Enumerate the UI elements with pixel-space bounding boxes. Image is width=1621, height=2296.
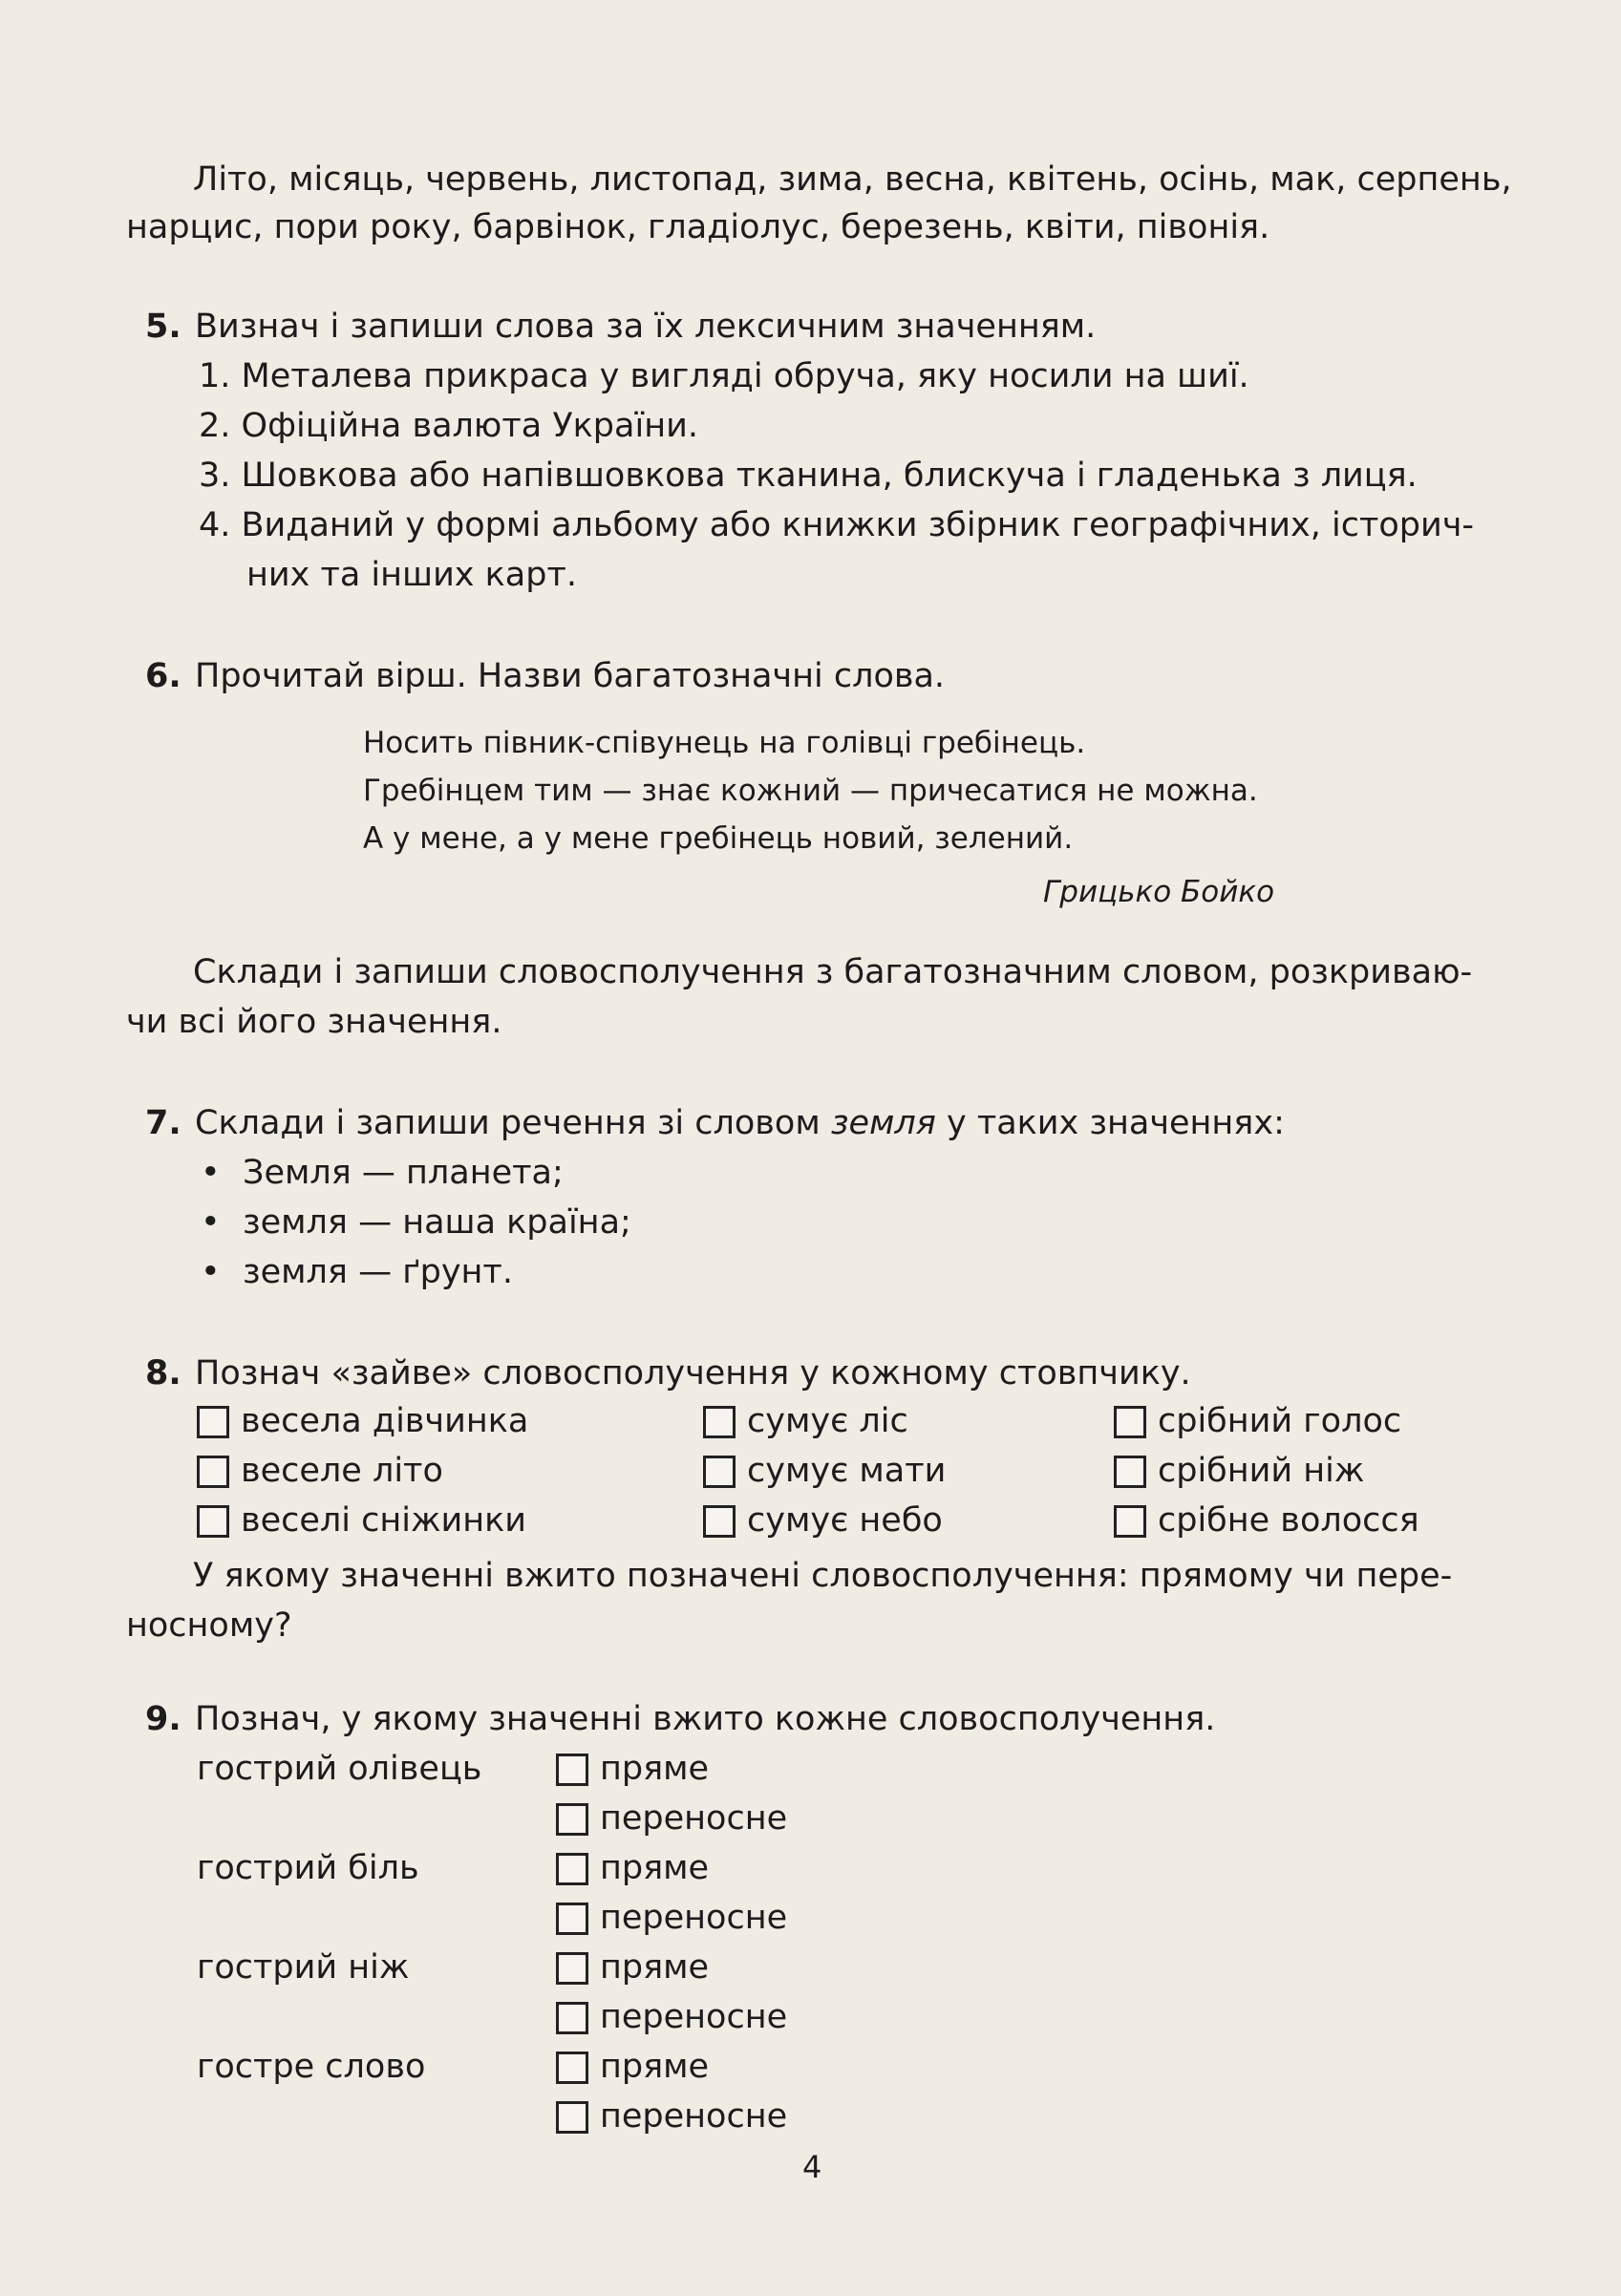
phrase-4: гостре слово bbox=[197, 2048, 426, 2086]
task-5-item-1: 1. Металева прикраса у вигляді обруча, яку носили на шиї. bbox=[199, 357, 1249, 395]
poem-line-2: Гребінцем тим — знає кожний — причесатися не можна. bbox=[363, 774, 1258, 808]
word-list-line-2: нарцис, пори року, барвінок, гладіолус, березень, квіти, півонія. bbox=[126, 208, 1270, 246]
poem-author: Грицько Бойко bbox=[1043, 875, 1275, 909]
task-8-title: Познач «зайве» словосполучення у кожному стовпчику. bbox=[195, 1354, 1191, 1392]
checkbox-phrase-3-direct[interactable] bbox=[556, 1952, 588, 1985]
word-list-line-1: Літо, місяць, червень, листопад, зима, весна, квітень, осінь, мак, серпень, bbox=[193, 160, 1512, 199]
task-9-title: Познач, у якому значенні вжито кожне словосполучення. bbox=[195, 1700, 1216, 1738]
checkbox-phrase-2-direct[interactable] bbox=[556, 1853, 588, 1885]
task-7-bullet-1: Земля — планета; bbox=[243, 1154, 564, 1192]
phrase-2: гострий біль bbox=[197, 1849, 419, 1887]
phrase-2-option-figurative: переносне bbox=[600, 1899, 788, 1937]
col2-option-3: сумує небо bbox=[747, 1501, 943, 1540]
task-5-item-3: 3. Шовкова або напівшовкова тканина, блискуча і гладенька з лиця. bbox=[199, 457, 1418, 495]
task-7-number: 7. bbox=[145, 1104, 181, 1142]
bullet-icon: • bbox=[201, 1253, 221, 1291]
task-9-number: 9. bbox=[145, 1700, 181, 1738]
phrase-3: гострий ніж bbox=[197, 1948, 410, 1987]
phrase-1-option-figurative: переносне bbox=[600, 1799, 788, 1838]
phrase-1-option-direct: пряме bbox=[600, 1750, 710, 1788]
bullet-icon: • bbox=[201, 1154, 221, 1192]
page-number: 4 bbox=[802, 2149, 822, 2185]
col3-option-2: срібний ніж bbox=[1158, 1452, 1365, 1490]
checkbox-col2-3[interactable] bbox=[703, 1505, 736, 1538]
task-6-followup-line-1: Склади і запиши словосполучення з багатозначним словом, розкриваю- bbox=[193, 953, 1473, 991]
phrase-1: гострий олівець bbox=[197, 1750, 482, 1788]
checkbox-phrase-4-figurative[interactable] bbox=[556, 2101, 588, 2134]
checkbox-phrase-1-figurative[interactable] bbox=[556, 1803, 588, 1836]
phrase-4-option-direct: пряме bbox=[600, 2048, 710, 2086]
checkbox-phrase-4-direct[interactable] bbox=[556, 2052, 588, 2084]
col3-option-3: срібне волосся bbox=[1158, 1501, 1419, 1540]
checkbox-phrase-1-direct[interactable] bbox=[556, 1754, 588, 1786]
checkbox-phrase-3-figurative[interactable] bbox=[556, 2002, 588, 2034]
checkbox-col3-3[interactable] bbox=[1114, 1505, 1146, 1538]
phrase-2-option-direct: пряме bbox=[600, 1849, 710, 1887]
phrase-3-option-figurative: переносне bbox=[600, 1998, 788, 2036]
task-5-item-4: 4. Виданий у формі альбому або книжки збірник географічних, історич- bbox=[199, 506, 1475, 544]
bullet-icon: • bbox=[201, 1203, 221, 1242]
task-7-bullet-2: земля — наша країна; bbox=[243, 1203, 631, 1242]
task-8-number: 8. bbox=[145, 1354, 181, 1392]
task-8-question-line-1: У якому значенні вжито позначені словосполучення: прямому чи пере- bbox=[193, 1557, 1453, 1595]
checkbox-col1-1[interactable] bbox=[197, 1406, 229, 1438]
checkbox-phrase-2-figurative[interactable] bbox=[556, 1903, 588, 1935]
checkbox-col1-2[interactable] bbox=[197, 1456, 229, 1488]
checkbox-col1-3[interactable] bbox=[197, 1505, 229, 1538]
checkbox-col2-1[interactable] bbox=[703, 1406, 736, 1438]
task-6-number: 6. bbox=[145, 657, 181, 695]
task-6-title: Прочитай вірш. Назви багатозначні слова. bbox=[195, 657, 946, 695]
poem-line-1: Носить півник-співунець на голівці гребінець. bbox=[363, 726, 1086, 760]
task-7-title: Склади і запиши речення зі словом земля у таких значеннях: bbox=[195, 1104, 1285, 1142]
col3-option-1: срібний голос bbox=[1158, 1402, 1402, 1440]
task-8-question-line-2: носному? bbox=[126, 1606, 292, 1645]
task-7-keyword: земля bbox=[830, 1104, 936, 1142]
col1-option-1: весела дівчинка bbox=[241, 1402, 529, 1440]
phrase-4-option-figurative: переносне bbox=[600, 2097, 788, 2136]
col1-option-2: веселе літо bbox=[241, 1452, 443, 1490]
task-7-bullet-3: земля — ґрунт. bbox=[243, 1253, 513, 1291]
col2-option-1: сумує ліс bbox=[747, 1402, 908, 1440]
checkbox-col3-2[interactable] bbox=[1114, 1456, 1146, 1488]
checkbox-col2-2[interactable] bbox=[703, 1456, 736, 1488]
poem-line-3: А у мене, а у мене гребінець новий, зелений. bbox=[363, 821, 1074, 856]
col1-option-3: веселі сніжинки bbox=[241, 1501, 527, 1540]
task-6-followup-line-2: чи всі його значення. bbox=[126, 1003, 502, 1041]
phrase-3-option-direct: пряме bbox=[600, 1948, 710, 1987]
checkbox-col3-1[interactable] bbox=[1114, 1406, 1146, 1438]
col2-option-2: сумує мати bbox=[747, 1452, 947, 1490]
task-5-title: Визнач і запиши слова за їх лексичним значенням. bbox=[195, 308, 1097, 346]
task-5-item-2: 2. Офіційна валюта України. bbox=[199, 407, 698, 445]
task-5-item-4-cont: них та інших карт. bbox=[246, 556, 577, 594]
task-5-number: 5. bbox=[145, 308, 181, 346]
